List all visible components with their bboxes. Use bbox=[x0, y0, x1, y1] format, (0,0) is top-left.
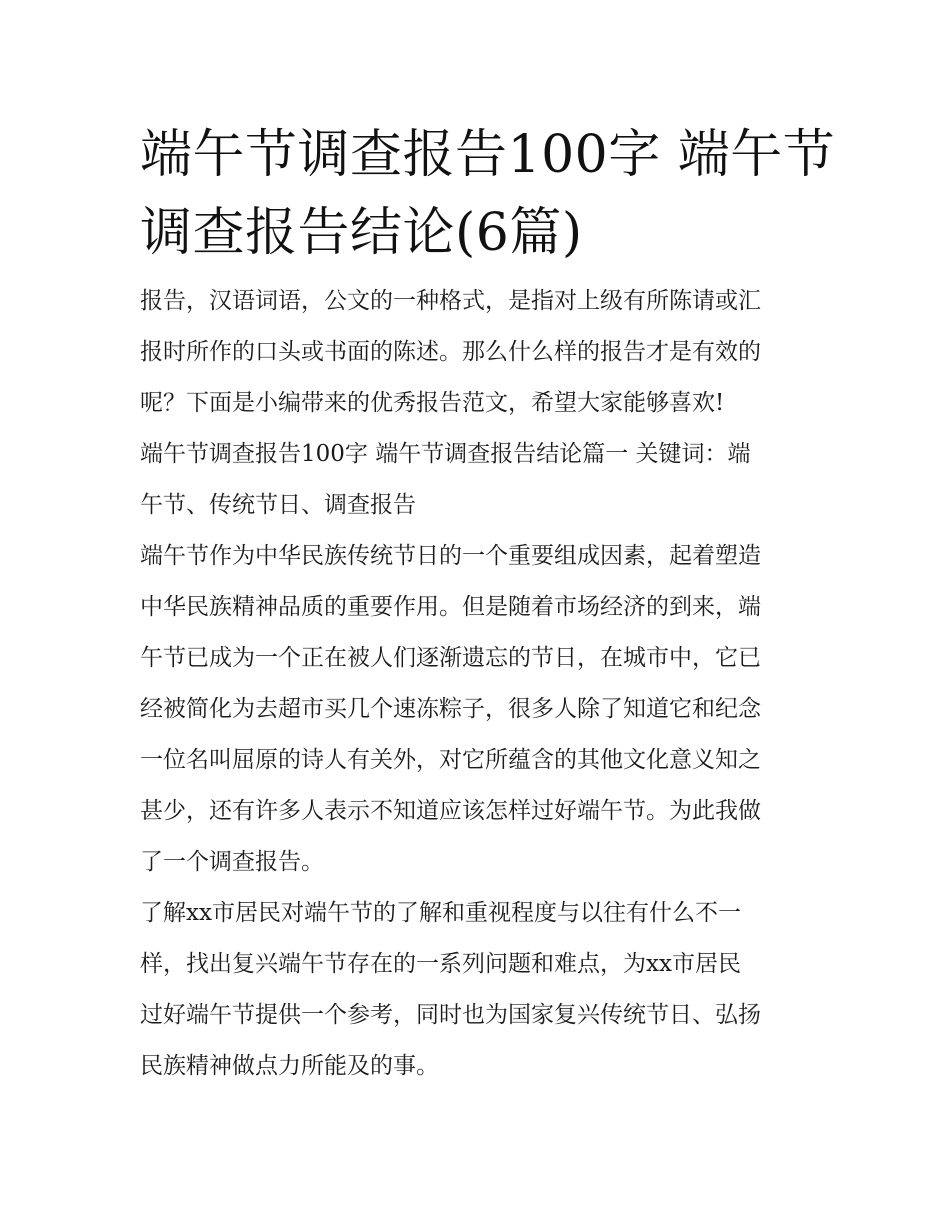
text-line: 中华民族精神品质的重要作用。但是随着市场经济的到来，端 bbox=[140, 594, 761, 620]
text-line: 报告，汉语词语，公文的一种格式，是指对上级有所陈请或汇 bbox=[140, 288, 761, 314]
text-line: 过好端午节提供一个参考，同时也为国家复兴传统节日、弘扬 bbox=[140, 1002, 761, 1028]
document-body bbox=[140, 276, 820, 1092]
paragraph-background bbox=[140, 531, 820, 888]
text-line: 午节、传统节日、调查报告 bbox=[140, 492, 416, 518]
text-line: 甚少，还有许多人表示不知道应该怎样过好端午节。为此我做 bbox=[140, 798, 761, 824]
paragraph-purpose bbox=[140, 888, 820, 1092]
text-line: 端午节作为中华民族传统节日的一个重要组成因素，起着塑造 bbox=[140, 543, 761, 569]
text-line: 端午节调查报告100字 端午节调查报告结论篇一 关键词：端 bbox=[140, 441, 751, 467]
paragraph-keywords bbox=[140, 429, 820, 531]
text-line: 了解xx市居民对端午节的了解和重视程度与以往有什么不一 bbox=[140, 900, 741, 926]
title-line: 端午节调查报告100字 端午节 bbox=[140, 125, 836, 185]
title-line: 调查报告结论(6篇) bbox=[140, 203, 583, 263]
text-line: 了一个调查报告。 bbox=[140, 849, 324, 875]
text-line: 一位名叫屈原的诗人有关外，对它所蕴含的其他文化意义知之 bbox=[140, 747, 761, 773]
document-title bbox=[140, 116, 836, 272]
text-line: 午节已成为一个正在被人们逐渐遗忘的节日，在城市中，它已 bbox=[140, 645, 761, 671]
text-line: 呢？下面是小编带来的优秀报告范文，希望大家能够喜欢! bbox=[140, 390, 725, 416]
text-line: 经被简化为去超市买几个速冻粽子，很多人除了知道它和纪念 bbox=[140, 696, 761, 722]
paragraph-intro bbox=[140, 276, 820, 429]
text-line: 民族精神做点力所能及的事。 bbox=[140, 1053, 439, 1079]
text-line: 报时所作的口头或书面的陈述。那么什么样的报告才是有效的 bbox=[140, 339, 761, 365]
text-line: 样，找出复兴端午节存在的一系列问题和难点，为xx市居民 bbox=[140, 951, 741, 977]
